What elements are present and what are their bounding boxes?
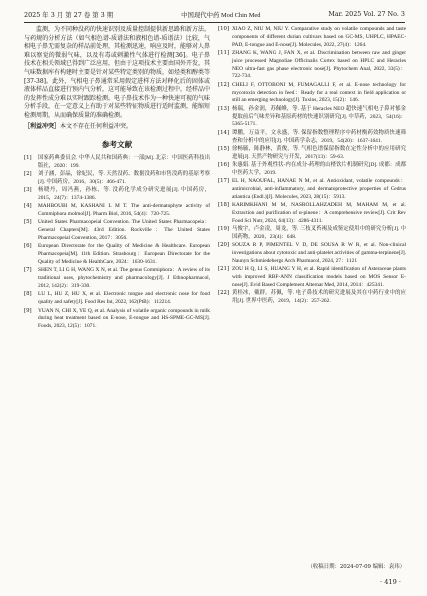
reference-number: [1] <box>24 154 32 161</box>
conflict-text: 本文不存在任何利益冲突。 <box>60 122 133 130</box>
conflict-statement <box>24 123 210 132</box>
reference-number: [11] <box>218 49 230 56</box>
reference-item <box>218 106 406 129</box>
reference-item <box>24 203 210 219</box>
reference-number: [3] <box>24 187 32 194</box>
reference-item <box>218 130 406 146</box>
reference-number: [22] <box>218 290 230 297</box>
reference-text: 马俊宇，卢金凌，周龙，等. 三枝叉苔褐及成鉴定使用中的研究分析[J]. 中国药物，2020，23(4)：648. <box>232 226 406 241</box>
reference-text: ZHANG K, WANG J, FAN X, et al. Discrimination between raw and ginger juice processed Magnoliae Officinalis Cortex based on HPLC and Heracles NEO ultra-fast gas phase electronic nose[J]. Phytochem Anal, 2022, 33(5)：722-734. <box>232 49 406 80</box>
reference-number: [5] <box>24 219 32 226</box>
reference-item <box>218 50 406 81</box>
conflict-label: ［利益冲突］ <box>24 122 61 130</box>
reference-list-left <box>24 155 210 331</box>
reference-text: 刘子涵，彭晶，徐妃民，等. 天然没药、数据没药和市售没药的基原考察[J]. 中国药房，2016，30(5)：466-471. <box>38 170 210 185</box>
reference-number: [6] <box>24 243 32 250</box>
reference-list-right <box>218 26 406 306</box>
reference-number: [19] <box>218 226 230 233</box>
right-column <box>218 26 406 307</box>
reference-item <box>218 202 406 225</box>
reference-item <box>24 219 210 242</box>
page-number: · 419 · <box>380 578 401 586</box>
reference-item <box>24 243 210 266</box>
reference-text: YUAN N, CHI X, YE Q, et al. Analysis of volatile organic compounds in milk during heat treatment based on E-nose, E-tongue and HS-SPME-GC-MS[J]. Foods, 2023, 12(5)：1071. <box>38 307 210 330</box>
reference-text: CHELI F, OTTOBONI M, FUMAGALLI F, et al. E-nose technology for mycotoxin detection in feed：Ready for a real context in field application or still an emerging technology[J]. Toxins, 2023, 15(2)：146. <box>232 81 406 104</box>
header-issue-en: Mar. 2025 Vol. 27 No. 3 <box>328 10 405 18</box>
reference-item <box>218 290 406 306</box>
reference-item <box>24 291 210 307</box>
reference-number: [9] <box>24 307 32 314</box>
received-date-note: （收稿日期：2024-07-09 编辑：袁玮） <box>307 564 405 570</box>
reference-item <box>218 26 406 49</box>
running-header <box>24 8 405 23</box>
reference-number: [21] <box>218 266 230 273</box>
reference-text: 杨晓丹，周冯燕，孙栋，等. 没药化学成分研究进展[J]. 中国药房，2015，24(7)：1374-1386. <box>38 187 210 201</box>
reference-text: EL H, NAOUFAL, HANAE N M, et al. Antioxidant, volatile compounds：antimicrobial, anti-inflammatory, and dermatoprotective properties of Cedrus atlantica (Endl.)[J]. Molecules, 2023, 28(15)：5913. <box>232 178 406 200</box>
reference-item <box>218 178 406 201</box>
left-column <box>24 26 210 332</box>
reference-item <box>24 171 210 187</box>
reference-item <box>24 187 210 203</box>
reference-text: SOUZA R P, PIMENTEL V D, DE SOUSA R W R, et al. Non-clinical investigations about cytotoxic and anti-platelet activities of gamma-terpinene[J]. Naunyn Schmiedebergs Arch Pharmacol, 2024, 27：1121 <box>232 242 406 265</box>
reference-number: [18] <box>218 202 230 209</box>
reference-item <box>218 162 406 178</box>
reference-text: ZOU H Q, LI S, HUANG Y H, et al. Rapid identification of Asteraceae plants with improved RBF-ANN classification models based on MOS Sensor E-nose[J]. Evid Based Complement Alternat Med, 2014, 2014：425341. <box>232 266 406 289</box>
header-journal: 中国现代中药 Mod Chin Med <box>181 11 261 19</box>
reference-text: KARIMKHANI M M, NASROLLAHZADEH M, MAHAM M, et al. Extraction and purification of α-pinene：A comprehensive review[J]. Crit Rev Food Sci Nutr, 2024, 64(13)：4286-4311. <box>232 202 406 224</box>
reference-text: 谭鹏，万益平，文永盛，等. 保留指数整理程序中药材衡药效物质快速筛查和分析中的应用[J]. 中国药学杂志，2019，54(20)：1637-1641. <box>232 129 406 144</box>
reference-text: 杨瑞，孙金润，苏佩峰，等. 基于 Heracles NEO 超快速气相电子鼻对郁金提取前后气味差异和基原药材的快速识别研究[J]. 中草药，2023，54(16)：5365-5171. <box>232 105 406 128</box>
reference-number: [16] <box>218 162 230 169</box>
reference-text: 黄桂冰，戴群，苏佩，等. 电子鼻技术的研究进展及其在中药行业中的应用[J]. 世界中医药，2019，14(2)：257-262. <box>232 290 406 305</box>
reference-number: [14] <box>218 129 230 136</box>
reference-text: XIAO Z, NIU M, NIU Y. Comparative study on volatile compounds and taste components of different durian cultivars based on GC-MS, UHPLC, HPAEC-PAD, E-tongue and E-nose[J]. Molecules, 2022, 27(4)：1264. <box>232 26 406 48</box>
reference-number: [17] <box>218 178 230 185</box>
reference-number: [15] <box>218 145 230 152</box>
header-issue: 2025 年 3 月 第 27 卷 第 3 期 <box>24 10 114 19</box>
reference-number: [12] <box>218 81 230 88</box>
reference-number: [8] <box>24 291 32 298</box>
reference-text: United States Pharmacopeial Convention. The United States Pharmacopeia：General Chapters[M]. 43rd Edition. Rockville：The United States Pharmacopeial Convention, 2017：3056. <box>38 219 210 242</box>
reference-item <box>218 266 406 289</box>
reference-number: [10] <box>218 26 230 32</box>
reference-item <box>218 82 406 105</box>
reference-number: [7] <box>24 267 32 274</box>
reference-item <box>24 267 210 290</box>
reference-number: [2] <box>24 170 32 177</box>
body-paragraph: 监测，为不同种没药的快速识别及质量控制提供新思路和新方法。与药规的分析方法（如气相色谱-质谱法和液相色谱-质谱法）比较，气相电子鼻无需复杂的样品前处理，其检测迅速，响应及时，能够对人鼻难以察觉的微弱气味，以及有毒或刺激性气体进行检测[36]。电子鼻技术在相关领域已得到广泛应用，但由于这项技术主要由国外开发，其气味数据库有构建时主要是针对某些特定类别的物质，如烃类和醇类等[37-38]。此外，气相电子鼻通常采用假定进样方法对释化后的固体或液体样品直接进行预内气分析，这可能导致在该检测过程中，经样品中的发挥性成分难以实时跟踪检测。电子鼻技术作为一种快速可视的气味分析手段，在一定意义上有助于对某些特征物质进行适时监测，能缩短检测周期，从而确保质量的准确检测。 <box>24 26 211 119</box>
reference-number: [20] <box>218 242 230 249</box>
reference-text: LU L, HU Z, HU X, et al. Electronic tongue and electronic nose for food quality and safety[J]. Food Res Int, 2022, 162(PtB)：112214. <box>38 291 210 306</box>
reference-text: 徐畅毓，陈静林，黄俊，等. 气相色谱保留指数在定性分析中的应用研究进展[J]. 天然产物研究与开发，2017(13)：59-63. <box>232 145 406 160</box>
reference-text: MAHBOUBI M, KASHANI L M T. The anti-dermatophyte activity of Commiphora molmol[J]. Pharm Biol, 2016, 54(4)：720-725. <box>38 203 210 218</box>
reference-number: [13] <box>218 105 230 112</box>
reference-item <box>24 308 210 331</box>
reference-item <box>24 155 210 171</box>
reference-number: [4] <box>24 203 32 210</box>
reference-item <box>218 226 406 242</box>
reference-text: European Directorate for the Quality of Medicine & Healthcare. European Pharmacopeia[M]. 11th Edition. Strasbourg：European Directorate for the Quality of Medicine & HealthCare, 2024：1630-1631. <box>38 243 210 266</box>
reference-text: 国家药典委员会. 中华人民共和国药典：一部[M]. 北京：中国医药科技出版社，2020：199. <box>38 154 210 169</box>
reference-text: SHEN T, LI G H, WANG X N, et al. The genus Commiphora：A review of its traditional uses, phytochemistry and pharmacology[J]. J Ethnopharmacol, 2012, 142(2)：319-330. <box>38 267 210 290</box>
reference-item <box>218 146 406 162</box>
reference-item <box>218 242 406 265</box>
references-heading: 参考文献 <box>101 140 133 150</box>
reference-text: 朱惠娟. 基于外观性状-内在成分-药理的山楂饮片机制研究[D]. 成都：成都中医药大学，2019. <box>232 162 406 176</box>
